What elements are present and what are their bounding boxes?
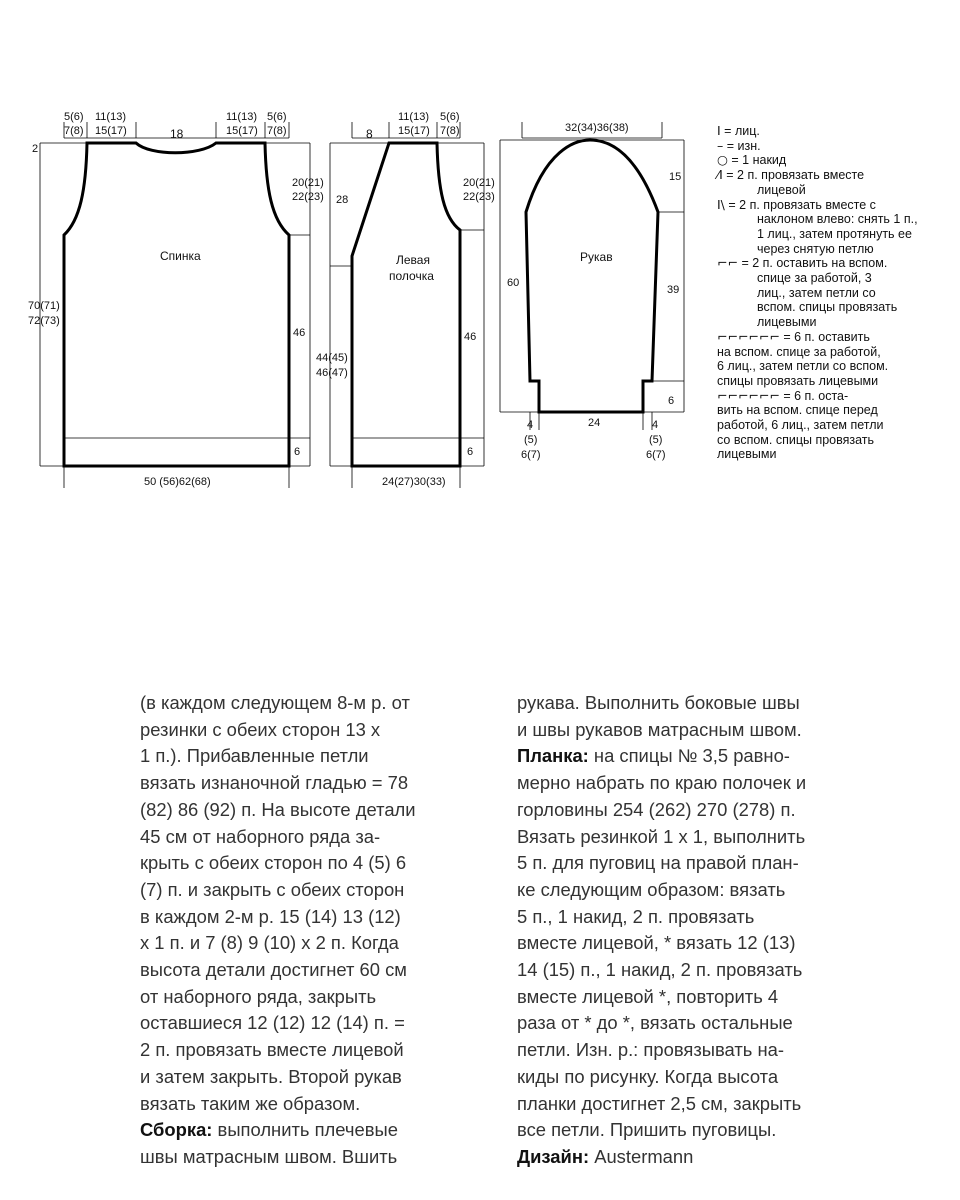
text-line: швы матрасным швом. Вшить <box>140 1145 398 1167</box>
front-neck-width: 8 <box>366 127 373 141</box>
text-line: 2 п. провязать вместе лицевой <box>140 1039 404 1061</box>
sleeve-cuff-width: 24 <box>588 417 601 429</box>
legend-cable2-cont: спице за работой, 3 <box>757 271 872 286</box>
symbol-legend <box>717 124 952 462</box>
front-width: 24(27)30(33) <box>382 476 446 488</box>
legend-ssk-text: = 2 п. провязать вместе с <box>728 197 876 212</box>
front-label-line1: Левая <box>396 253 430 267</box>
legend-purl <box>717 139 952 154</box>
instructions-right-column <box>517 690 806 1171</box>
cable2-symbol-icon: ⌐⌐ <box>717 255 738 271</box>
legend-knit <box>717 124 952 139</box>
back-armhole-top: 20(21) <box>292 177 324 189</box>
sleeve-side-length: 39 <box>667 284 680 296</box>
front-edge-top: 5(6) <box>440 111 460 123</box>
front-label-line2: полочка <box>389 269 434 283</box>
sleeve-length: 60 <box>507 277 520 289</box>
legend-cable6-front-cont: вить на вспом. спице перед <box>717 403 878 418</box>
purl-symbol-icon: – <box>717 137 724 153</box>
sleeve-cuff-height: 6 <box>668 395 675 407</box>
knit-symbol-icon: I <box>717 123 721 138</box>
text-line: 45 см от наборного ряда за- <box>140 825 381 847</box>
back-shoulder-right-top: 11(13) <box>226 111 257 123</box>
sleeve-cap-height: 15 <box>669 171 682 183</box>
back-schematic <box>28 111 324 488</box>
legend-cable2-text: = 2 п. оставить на вспом. <box>741 256 888 271</box>
legend-ssk <box>717 198 952 213</box>
left-front-schematic <box>316 111 495 488</box>
assembly-first-text: выполнить плечевые <box>212 1119 398 1141</box>
text-line: (в каждом следующем 8-м р. от <box>140 692 410 713</box>
text-line: вязать таким же образом. <box>140 1092 361 1114</box>
sleeve-top-width: 32(34)36(38) <box>565 122 629 134</box>
front-edge-bottom: 7(8) <box>440 125 460 137</box>
legend-cable6-back-cont: 6 лиц., затем петли со вспом. <box>717 359 889 374</box>
design-line <box>517 1144 806 1171</box>
back-neck-depth: 2 <box>32 143 39 155</box>
cable6-front-symbol-icon: ⌐⌐⌐⌐⌐⌐ <box>717 387 780 403</box>
sleeve-right-inc-1: 4 <box>652 419 659 431</box>
k2tog-symbol-icon: ⁄I <box>717 167 723 183</box>
back-shoulder-right-bottom: 15(17) <box>226 125 258 137</box>
text-line: и затем закрыть. Второй рукав <box>140 1065 402 1087</box>
legend-ssk-cont: наклоном влево: снять 1 п., <box>757 212 918 227</box>
text-line: рукава. Выполнить боковые швы <box>517 692 800 713</box>
sleeve-left-inc-2: (5) <box>524 434 538 446</box>
legend-k2tog-cont: лицевой <box>757 182 806 197</box>
front-armhole-top: 20(21) <box>463 177 495 189</box>
front-shoulder-top: 11(13) <box>398 111 429 123</box>
text-line: вязать изнаночной гладью = 78 <box>140 772 409 794</box>
legend-ssk-cont: через снятую петлю <box>757 241 874 256</box>
placket-line <box>517 743 806 770</box>
design-heading: Дизайн: <box>517 1145 590 1167</box>
back-rib-height: 6 <box>294 446 301 458</box>
legend-k2tog-text: = 2 п. провязать вместе <box>726 168 865 183</box>
text-line: высота детали достигнет 60 см <box>140 959 407 981</box>
legend-cable2 <box>717 256 952 271</box>
text-line: от наборного ряда, закрыть <box>140 985 377 1007</box>
sleeve-right-inc-3: 6(7) <box>646 449 666 461</box>
legend-cable2-cont: вспом. спицы провязать <box>757 300 898 315</box>
legend-knit-text: = лиц. <box>724 124 760 138</box>
text-line: 5 п. для пуговиц на правой план- <box>517 852 799 874</box>
text-line: резинки с обеих сторон 13 х <box>140 718 381 740</box>
legend-cable2-cont: лиц., затем петли со <box>757 285 876 300</box>
sleeve-right-inc-2: (5) <box>649 434 663 446</box>
cable6-back-symbol-icon: ⌐⌐⌐⌐⌐⌐ <box>717 328 780 344</box>
sleeve-left-inc-1: 4 <box>527 419 534 431</box>
text-line: (82) 86 (92) п. На высоте детали <box>140 798 416 820</box>
text-line: ке следующим образом: вязать <box>517 878 786 900</box>
text-line: планки достигнет 2,5 см, закрыть <box>517 1092 802 1114</box>
ssk-symbol-icon: I\ <box>717 196 725 212</box>
text-line: петли. Изн. р.: провязывать на- <box>517 1039 784 1061</box>
back-shoulder-left-bottom: 7(8) <box>64 125 84 137</box>
legend-cable6-front-cont: работой, 6 лиц., затем петли <box>717 418 884 433</box>
legend-yarnover-text: = 1 накид <box>731 153 787 168</box>
legend-cable6-back <box>717 330 952 345</box>
text-line: киды по рисунку. Когда высота <box>517 1065 779 1087</box>
text-line: раза от * до *, вязать остальные <box>517 1012 793 1034</box>
text-line: 5 п., 1 накид, 2 п. провязать <box>517 905 755 927</box>
text-line: вместе лицевой, * вязать 12 (13) <box>517 932 796 954</box>
legend-purl-text: = изн. <box>726 138 761 153</box>
back-label: Спинка <box>160 249 201 263</box>
legend-cable6-back-text: = 6 п. оставить <box>783 329 870 344</box>
yarnover-symbol-icon: ○ <box>717 152 728 168</box>
assembly-line <box>140 1117 416 1144</box>
back-height-top: 70(71) <box>28 300 60 312</box>
legend-k2tog <box>717 168 952 183</box>
legend-cable6-front-text: = 6 п. оста- <box>783 388 849 403</box>
back-shoulder-left-top: 5(6) <box>64 111 84 123</box>
legend-cable6-back-cont: на вспом. спице за работой, <box>717 344 881 359</box>
front-shoulder-bottom: 15(17) <box>398 125 430 137</box>
design-value: Austermann <box>589 1145 694 1167</box>
front-armhole-bottom: 22(23) <box>463 191 495 203</box>
legend-cable6-back-cont: спицы провязать лицевыми <box>717 373 879 388</box>
back-shoulder-edge-left-top: 11(13) <box>95 111 126 123</box>
sleeve-left-inc-3: 6(7) <box>521 449 541 461</box>
front-neck-depth: 28 <box>336 194 349 206</box>
back-width: 50 (56)62(68) <box>144 476 211 488</box>
assembly-heading: Сборка: <box>140 1119 213 1141</box>
back-side-length: 46 <box>293 327 306 339</box>
front-height-bottom: 46(47) <box>316 367 348 379</box>
legend-cable6-front-cont: со вспом. спицы провязать <box>717 432 875 447</box>
front-side-length: 46 <box>464 331 477 343</box>
front-height-top: 44(45) <box>316 352 348 364</box>
legend-ssk-cont: 1 лиц., затем протянуть ее <box>757 226 912 241</box>
text-line: все петли. Пришить пуговицы. <box>517 1119 777 1141</box>
text-line: оставшиеся 12 (12) 12 (14) п. = <box>140 1012 405 1034</box>
text-line: в каждом 2-м р. 15 (14) 13 (12) <box>140 905 401 927</box>
instructions-left-column <box>140 690 416 1171</box>
placket-first-text: на спицы № 3,5 равно- <box>588 745 790 767</box>
text-line: 1 п.). Прибавленные петли <box>140 745 369 767</box>
back-shoulder-edge-right-bottom: 7(8) <box>267 125 287 137</box>
text-line: горловины 254 (262) 270 (278) п. <box>517 798 796 820</box>
back-shoulder-edge-left-bottom: 15(17) <box>95 125 127 137</box>
text-line: крыть с обеих сторон по 4 (5) 6 <box>140 852 407 874</box>
text-line: х 1 п. и 7 (8) 9 (10) х 2 п. Когда <box>140 932 399 954</box>
front-rib-height: 6 <box>467 446 474 458</box>
text-line: мерно набрать по краю полочек и <box>517 772 807 794</box>
legend-cable2-cont: лицевыми <box>757 315 817 330</box>
text-line: (7) п. и закрыть с обеих сторон <box>140 878 405 900</box>
text-line: Вязать резинкой 1 х 1, выполнить <box>517 825 806 847</box>
back-armhole-bottom: 22(23) <box>292 191 324 203</box>
text-line: и швы рукавов матрасным швом. <box>517 718 802 740</box>
legend-yarnover <box>717 153 952 168</box>
legend-cable6-front <box>717 389 952 404</box>
back-height-bottom: 72(73) <box>28 315 60 327</box>
placket-heading: Планка: <box>517 745 589 767</box>
sleeve-schematic <box>500 122 684 461</box>
sleeve-label: Рукав <box>580 250 613 264</box>
text-line: вместе лицевой *, повторить 4 <box>517 985 779 1007</box>
back-shoulder-edge-right-top: 5(6) <box>267 111 287 123</box>
back-neck-width: 18 <box>170 127 184 141</box>
text-line: 14 (15) п., 1 накид, 2 п. провязать <box>517 959 803 981</box>
legend-cable6-front-cont: лицевыми <box>717 447 777 462</box>
